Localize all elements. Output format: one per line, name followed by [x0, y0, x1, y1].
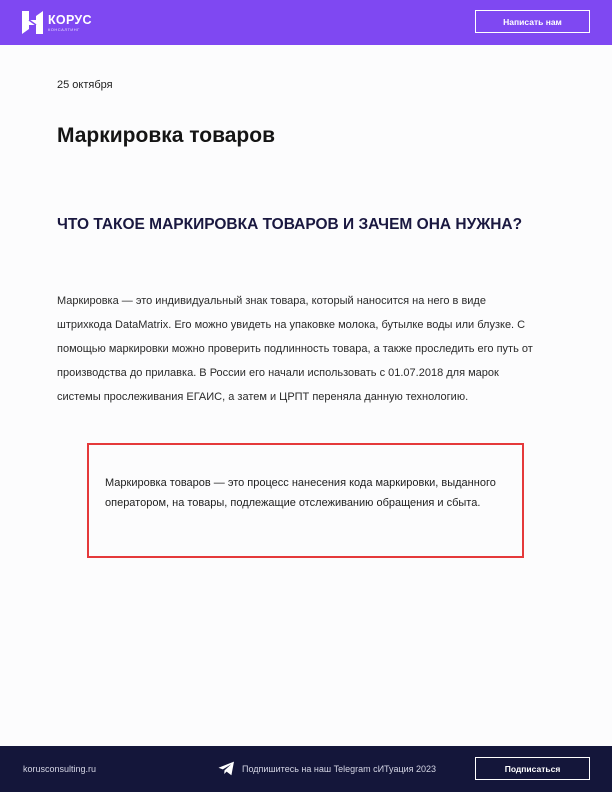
subscribe-button[interactable]: Подписаться	[475, 757, 590, 780]
header	[0, 0, 612, 45]
telegram-promo-text[interactable]: Подпишитесь на наш Telegram сИТуация 2023	[242, 764, 437, 774]
article-date: 25 октября	[57, 79, 113, 91]
logo-subtitle: КОНСАЛТИНГ	[48, 26, 80, 32]
page-title: Маркировка товаров	[57, 124, 275, 147]
section-heading: ЧТО ТАКОЕ МАРКИРОВКА ТОВАРОВ И ЗАЧЕМ ОНА НУЖНА?	[57, 216, 523, 233]
definition-callout	[87, 443, 524, 558]
contact-us-button[interactable]: Написать нам	[475, 10, 590, 33]
footer	[0, 746, 612, 792]
article-paragraph: Маркировка — это индивидуальный знак товара, который наносится на него в виде штрихкода DataMatrix. Его можно увидеть на упаковке молока, бутылке воды или блузке. С помощью маркировки можно проверить подлинность товара, а также проследить его путь от производства до прилавка. В России его начали использовать с 01.07.2018 для марок системы прослеживания ЕГАИС, а затем и ЦРПТ переняла данную технологию.	[57, 295, 533, 403]
logo-name: КОРУС	[48, 12, 92, 27]
site-link[interactable]: korusconsulting.ru	[23, 764, 97, 774]
telegram-icon[interactable]	[218, 761, 235, 776]
logo[interactable]	[22, 11, 92, 34]
definition-text: Маркировка товаров — это процесс нанесения кода маркировки, выданного оператором, на товары, подлежащие отслеживанию обращения и сбыта.	[105, 477, 496, 509]
korus-logo-icon	[22, 11, 43, 34]
